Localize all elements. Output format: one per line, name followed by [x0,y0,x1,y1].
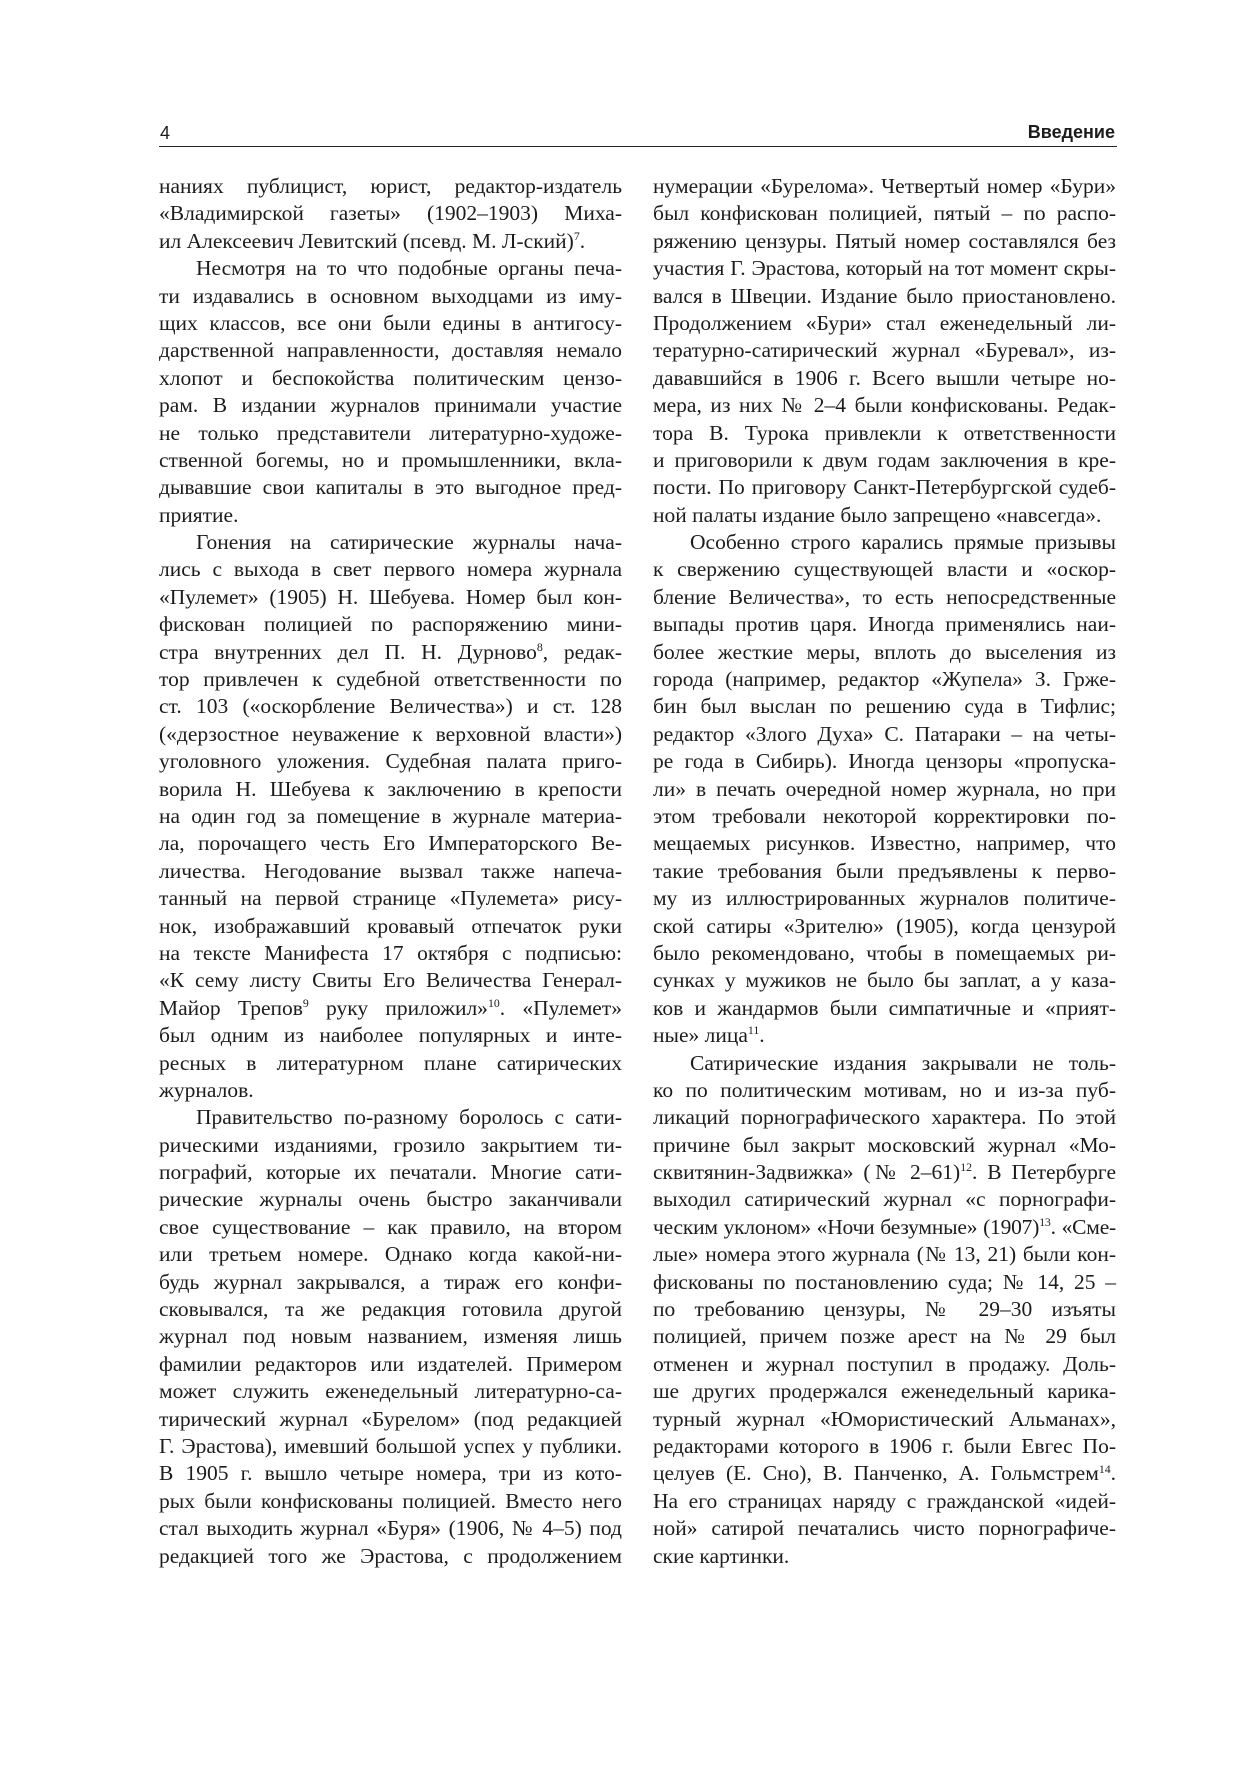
text-segment: . «Сме- [1050,1214,1116,1239]
text-segment: целуев (Е. Сно), В. Панченко, А. Гольмстрем [653,1461,1099,1486]
text-line: тирический журнал «Бурелом» (под редакцией [159,1406,622,1431]
text-line: Продолжением «Бури» стал еженедельный ли- [653,310,1116,335]
text-line: «Пулемет» (1905) Н. Шебуева. Номер был кон- [159,584,622,609]
text-line: и приговорили к двум годам заключения в кре- [653,447,1116,472]
text-line: этом требовали некоторой корректировки по- [653,803,1116,828]
text-column-right [653,173,1116,1570]
running-header [159,118,1117,147]
text-line: ре года в Сибирь). Иногда цензоры «пропуска- [653,749,1116,774]
text-line: выходил сатирический журнал «с порнографи- [653,1187,1116,1212]
text-line: на один год за помещение в журнале материа- [159,803,622,828]
text-line: Сатирические издания закрывали не толь- [690,1050,1116,1075]
text-segment: ил Алексеевич Левитский (псевд. М. Л-ский) [159,228,574,253]
text-line: ти издавались в основном выходцами из иму- [159,283,622,308]
text-line: В 1905 г. вышло четыре номера, три из кото- [159,1461,622,1486]
text-line: участия Г. Эрастова, который на тот момент скры- [653,256,1116,281]
text-line: личества. Негодование вызвал также напеча- [159,858,622,883]
text-line [159,995,622,1022]
text-line: Несмотря на то что подобные органы печа- [196,256,622,281]
text-line: ской сатиры «Зрителю» (1905), когда цензурой [653,913,1116,938]
text-line: редакцией того же Эрастова, с продолжением [159,1543,622,1568]
text-line: более жесткие меры, вплоть до выселения из [653,639,1116,664]
text-segment: . «Пулемет» [499,995,622,1020]
text-line: ше других продержался еженедельный карика- [653,1379,1116,1404]
text-line [653,1460,1116,1487]
text-line: было рекомендовано, чтобы в помещаемых ри- [653,940,1116,965]
text-line: наниях публицист, юрист, редактор-издатель [159,174,622,198]
text-line: сковывался, та же редакция готовила другой [159,1297,622,1322]
text-line: ли» в печать очередной номер журнала, но при [653,776,1116,801]
text-line: тора В. Турока привлекли к ответственности [653,420,1116,445]
text-line: на тексте Манифеста 17 октября с подписью: [159,940,622,965]
text-segment: . [579,228,586,253]
footnote-ref: 13 [1039,1215,1051,1230]
section-title: Введение [1027,122,1115,142]
paragraph [159,255,622,529]
text-segment: . В Петербурге [972,1160,1116,1185]
text-line: сунках у мужиков не было бы заплат, а у каза- [653,968,1116,993]
text-line: Правительство по-разному боролось с сати- [196,1105,622,1130]
text-line: такие требования были предъявлены к перво- [653,858,1116,883]
text-line: рическими изданиями, грозило закрытием ти- [159,1132,622,1157]
footnote-ref: 8 [536,639,543,654]
text-line: ряжению цензуры. Пятый номер составлялся без [653,228,1116,253]
page-number: 4 [160,123,171,143]
text-line: ственной богемы, но и промышленники, вкла- [159,447,622,472]
footnote-ref: 12 [960,1160,973,1175]
text-segment: Майор Трепов [159,995,303,1020]
paragraph [653,529,1116,1049]
text-line: отменен и журнал поступил в продажу. Доль- [653,1351,1116,1376]
paragraph [653,173,1116,529]
text-line: Г. Эрастова), имевший большой успех у публики. [159,1433,622,1458]
text-line: дарственной направленности, доставляя немало [159,338,622,363]
text-segment: стра внутренних дел П. Н. Дурново [159,639,537,664]
text-line: хлопот и беспокойства политическим цензо- [159,365,622,390]
text-line: выпады против царя. Иногда применялись наи- [653,612,1116,637]
text-line: фамилии редакторов или издателей. Примером [159,1351,622,1376]
text-line: нумерации «Бурелома». Четвертый номер «Бури» [653,174,1116,198]
text-line: мещаемых рисунков. Известно, например, что [653,831,1116,856]
text-line [653,1214,1116,1241]
text-line: свое существование – как правило, на втором [159,1214,622,1239]
text-line: причине был закрыт московский журнал «Мо- [653,1132,1116,1157]
text-line: Гонения на сатирические журналы нача- [196,530,622,555]
text-segment: ные» лица [653,1023,748,1048]
footnote-ref: 14 [1098,1461,1111,1476]
text-line: или третьем номере. Однако когда какой-ни- [159,1242,622,1267]
text-line: ст. 103 («оскорбление Величества») и ст. 128 [159,694,622,719]
text-line: рых были конфискованы полицией. Вместо него [159,1488,622,1513]
text-line: тор привлечен к судебной ответственности по [159,667,622,692]
text-line: уголовного уложения. Судебная палата приго- [159,749,622,774]
text-segment: ческим уклоном» «Ночи безумные» (1907) [653,1214,1040,1239]
paragraph [159,173,622,255]
text-line: редакторами которого в 1906 г. были Евгес По- [653,1433,1116,1458]
text-line: ла, порочащего честь Его Императорского Ве- [159,831,622,856]
text-line: пости. По приговору Санкт-Петербургской судеб- [653,475,1116,500]
text-line: ко по политическим мотивам, но и из-за пуб- [653,1077,1116,1102]
text-line: будь журнал закрывался, а тираж его конфи- [159,1269,622,1294]
text-line: нок, изображавший кровавый отпечаток руки [159,913,622,938]
text-line: Особенно строго карались прямые призывы [690,530,1116,555]
text-line: ресных в литературном плане сатирических [159,1050,622,1075]
text-line: был конфискован полицией, пятый – по распо- [653,201,1116,226]
text-line [159,228,622,255]
text-line: был одним из наиболее популярных и инте- [159,1023,622,1048]
paragraph [159,529,622,1104]
paragraph [653,1050,1116,1570]
text-segment: . [759,1023,765,1048]
text-line: может служить еженедельный литературно-са- [159,1379,622,1404]
text-line: («дерзостное неуважение к верховной власти») [159,721,622,746]
text-line: ликаций порнографического характера. По этой [653,1105,1116,1130]
text-line: по требованию цензуры, № 29–30 изъяты [653,1297,1116,1322]
text-line: ворила Н. Шебуева к заключению в крепости [159,776,622,801]
text-line: щих классов, все они были едины в антигосу- [159,310,622,335]
text-line: «Владимирской газеты» (1902–1903) Миха- [159,201,622,226]
text-segment: , редак- [542,639,622,664]
text-line [159,639,622,666]
text-line: пографий, которые их печатали. Многие сати- [159,1160,622,1185]
text-line: приятие. [159,502,239,527]
paragraph [159,1104,622,1570]
text-line: стал выходить журнал «Буря» (1906, № 4–5) под [159,1516,622,1541]
text-line: ские картинки. [653,1543,790,1568]
text-line: лись с выхода в свет первого номера журнала [159,557,622,582]
text-line: мера, из них № 2–4 были конфискованы. Редак- [653,393,1116,418]
text-line: редактор «Злого Духа» С. Патараки – на четы- [653,721,1116,746]
text-line: города (например, редактор «Жупела» З. Грже- [653,667,1116,692]
text-line: турный журнал «Юмористический Альманах», [653,1406,1116,1431]
text-line: лые» номера этого журнала (№ 13, 21) были кон- [653,1242,1116,1267]
text-line: полицией, причем позже арест на № 29 был [653,1324,1116,1349]
text-line [653,1022,1116,1049]
text-line: му из иллюстрированных журналов политиче- [653,886,1116,911]
text-line: танный на первой странице «Пулемета» рису- [159,886,622,911]
text-line: тературно-сатирический журнал «Буревал», из- [653,338,1116,363]
text-line: рам. В издании журналов принимали участие [159,393,622,418]
text-segment: . [1110,1461,1116,1486]
text-line: рические журналы очень быстро заканчивали [159,1187,622,1212]
text-line: бление Величества», то есть непосредственные [653,584,1116,609]
footnote-ref: 10 [487,996,500,1011]
footnote-ref: 7 [573,229,580,244]
text-line: бин был выслан по решению суда в Тифлис; [653,694,1116,719]
text-line: журналов. [159,1077,254,1102]
text-line: к свержению существующей власти и «оскор- [653,557,1116,582]
footnote-ref: 9 [302,996,309,1011]
text-line: ной» сатирой печатались чисто порнографиче- [653,1516,1116,1541]
text-line: фискован полицией по распоряжению мини- [159,612,622,637]
text-column-left [159,173,622,1570]
text-segment: сквитянин-Задвижка» (№ 2–61) [653,1160,961,1185]
text-line: ной палаты издание было запрещено «навсегда». [653,502,1102,527]
text-line [653,1159,1116,1186]
text-line: журнал под новым названием, изменяя лишь [159,1324,622,1349]
text-line: «К сему листу Свиты Его Величества Генерал- [159,968,622,993]
text-line: дававшийся в 1906 г. Всего вышли четыре но- [653,365,1116,390]
text-line: вался в Швеции. Издание было приостановлено. [653,283,1116,308]
text-line: фискованы по постановлению суда; № 14, 25 – [653,1269,1116,1294]
text-line: дывавшие свои капиталы в это выгодное пред- [159,475,622,500]
footnote-ref: 11 [747,1023,760,1038]
text-line: На его страницах наряду с гражданской «идей- [653,1488,1116,1513]
text-line: ков и жандармов были симпатичные и «прият- [653,995,1116,1020]
text-line: не только представители литературно-художе- [159,420,622,445]
text-segment: руку приложил» [308,995,488,1020]
